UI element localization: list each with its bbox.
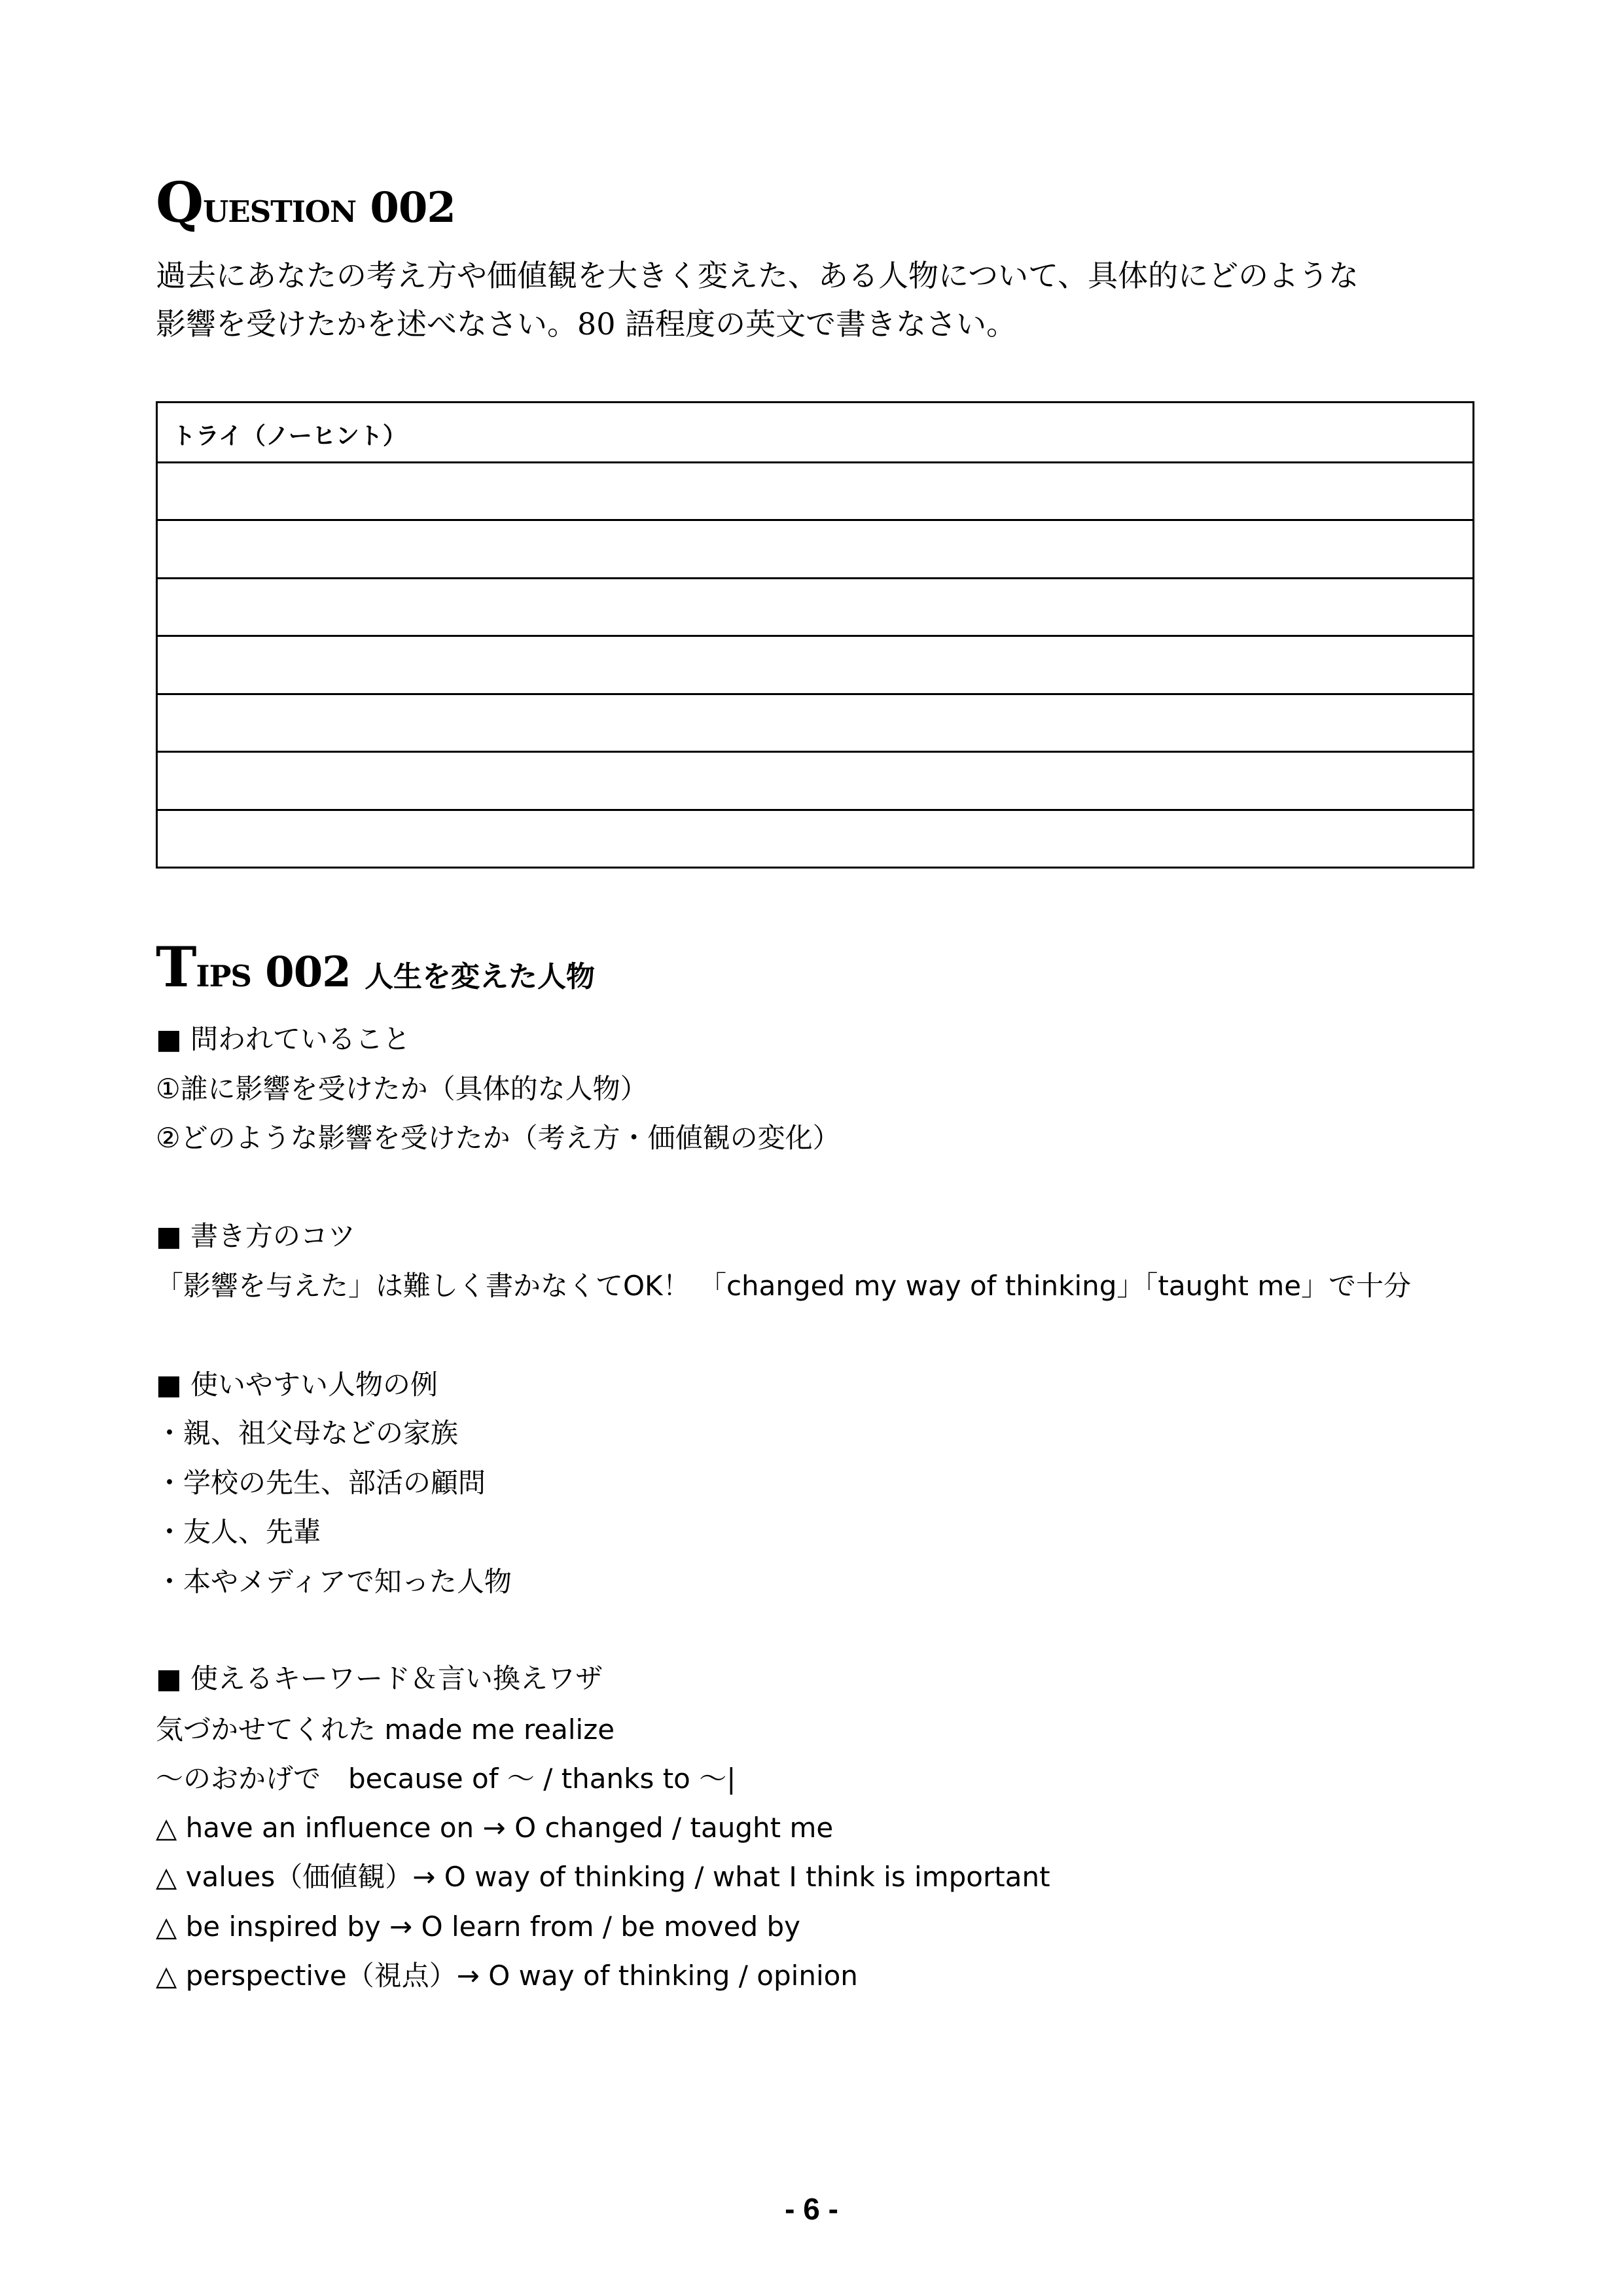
tips-line: ②どのような影響を受けたか（考え方・価値観の変化） <box>156 1122 840 1154</box>
tips-heading-keywords: ■ 使えるキーワード＆言い換えワザ <box>156 1662 603 1695</box>
tips-line: △ values（価値観）→ O way of thinking / what I think is important <box>156 1861 1050 1893</box>
tips-line: △ be inspired by → O learn from / be moved by <box>156 1910 801 1943</box>
answer-row[interactable] <box>158 461 1472 520</box>
question-text-line-1: 過去にあなたの考え方や価値観を大きく変えた、ある人物について、具体的にどのような <box>156 258 1359 293</box>
tips-line: ①誰に影響を受けたか（具体的な人物） <box>156 1073 648 1105</box>
tips-title: Tips 002 人生を変えた人物 <box>156 935 596 999</box>
tips-heading-people: ■ 使いやすい人物の例 <box>156 1369 438 1401</box>
tips-line: △ have an influence on → O changed / taught me <box>156 1812 834 1844</box>
tips-heading-writing: ■ 書き方のコツ <box>156 1220 356 1252</box>
question-title: Question 002 <box>156 170 455 235</box>
answer-row[interactable] <box>158 693 1472 751</box>
answer-row[interactable] <box>158 751 1472 809</box>
tips-heading-asked: ■ 問われていること <box>156 1023 411 1055</box>
answer-row[interactable] <box>158 809 1472 867</box>
tips-line: ・親、祖父母などの家族 <box>156 1417 459 1449</box>
tips-line: ・学校の先生、部活の顧問 <box>156 1467 486 1499</box>
question-text-line-2: 影響を受けたかを述べなさい。80 語程度の英文で書きなさい。 <box>156 306 1017 342</box>
answer-table <box>156 401 1474 869</box>
tips-line: ～のおかげで because of ～ / thanks to ～| <box>156 1763 736 1795</box>
answer-row[interactable] <box>158 577 1472 636</box>
tips-line: ・本やメディアで知った人物 <box>156 1566 512 1598</box>
tips-line: 気づかせてくれた made me realize <box>156 1713 615 1746</box>
page-number: - 6 - <box>785 2192 838 2226</box>
tips-line: ・友人、先輩 <box>156 1516 321 1548</box>
answer-row[interactable] <box>158 519 1472 577</box>
answer-table-header: トライ（ノーヒント） <box>172 423 406 450</box>
tips-line: △ perspective（視点）→ O way of thinking / opinion <box>156 1960 858 1992</box>
answer-row[interactable] <box>158 635 1472 693</box>
tips-line: 「影響を与えた」は難しく書かなくてOK！ 「changed my way of thinking」「taught me」で十分 <box>156 1270 1412 1302</box>
